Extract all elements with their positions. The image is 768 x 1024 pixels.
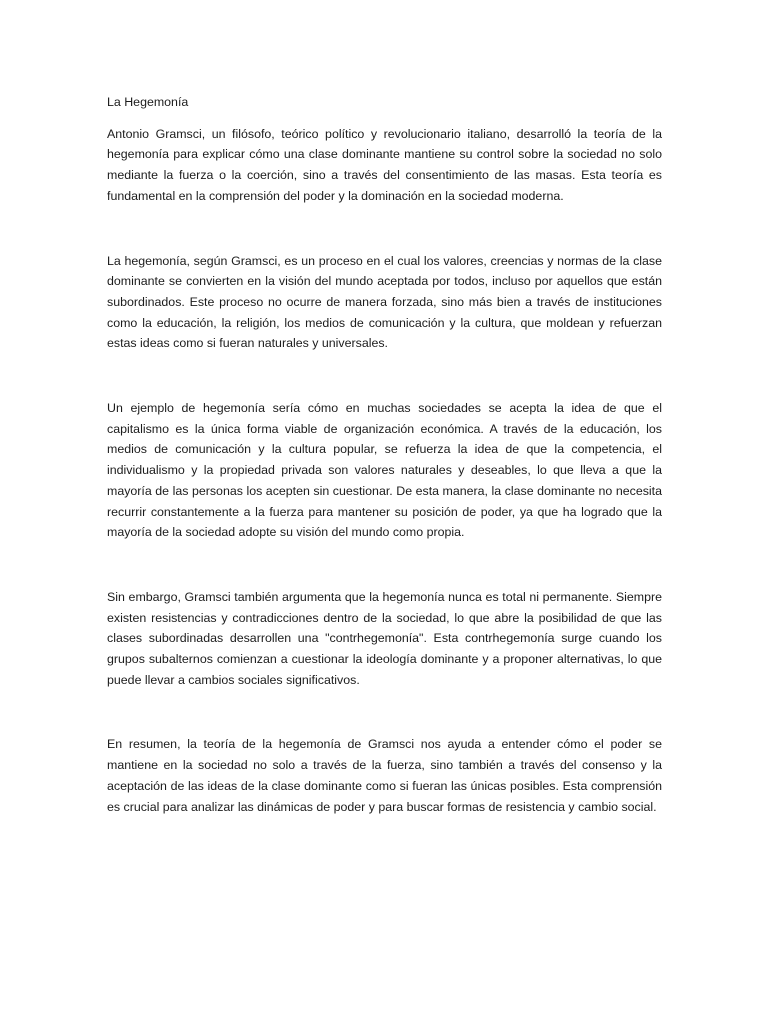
document-title: La Hegemonía bbox=[107, 95, 189, 109]
paragraph-counterhegemony: Sin embargo, Gramsci también argumenta que la hegemonía nunca es total ni permanente. Siempre existen resistencias y contradicciones dentro de la sociedad, lo que abre la posibilidad de que las clases subordinadas desarrollen una "contrhegemonía". Esta contrhegemonía surge cuando los grupos subalternos comienzan a cuestionar la ideología dominante y a proponer alternativas, lo que puede llevar a cambios sociales significativos. bbox=[107, 589, 662, 687]
paragraph-conclusion: En resumen, la teoría de la hegemonía de Gramsci nos ayuda a entender cómo el poder se mantiene en la sociedad no solo a través de la fuerza, sino también a través del consenso y la aceptación de las ideas de la clase dominante como si fueran las únicas posibles. Esta comprensión es crucial para analizar las dinámicas de poder y para buscar formas de resistencia y cambio social. bbox=[107, 737, 662, 814]
paragraph-introduction: Antonio Gramsci, un filósofo, teórico político y revolucionario italiano, desarrolló la teoría de la hegemonía para explicar cómo una clase dominante mantiene su control sobre la sociedad no solo mediante la fuerza o la coerción, sino a través del consentimiento de las masas. Esta teoría es fundamental en la comprensión del poder y la dominación en la sociedad moderna. bbox=[107, 126, 662, 203]
document-body bbox=[107, 92, 662, 817]
paragraph-example: Un ejemplo de hegemonía sería cómo en muchas sociedades se acepta la idea de que el capitalismo es la única forma viable de organización económica. A través de la educación, los medios de comunicación y la cultura popular, se refuerza la idea de que la competencia, el individualismo y la propiedad privada son valores naturales y deseables, lo que lleva a que la mayoría de las personas los acepten sin cuestionar. De esta manera, la clase dominante no necesita recurrir constantemente a la fuerza para mantener su posición de poder, ya que ha logrado que la mayoría de la sociedad adopte su visión del mundo como propia. bbox=[107, 401, 662, 540]
paragraph-definition: La hegemonía, según Gramsci, es un proceso en el cual los valores, creencias y normas de la clase dominante se convierten en la visión del mundo aceptada por todos, incluso por aquellos que están subordinados. Este proceso no ocurre de manera forzada, sino más bien a través de instituciones como la educación, la religión, los medios de comunicación y la cultura, que moldean y refuerzan estas ideas como si fueran naturales y universales. bbox=[107, 253, 662, 351]
